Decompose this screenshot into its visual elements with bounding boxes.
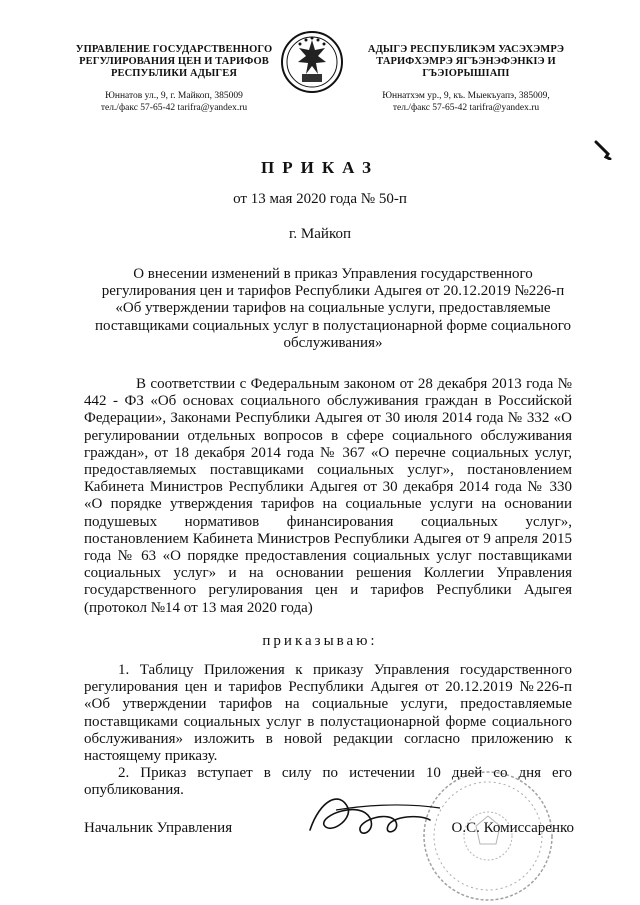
org-name-adyghe-line2: ТАРИФХЭМРЭ ЯГЪЭНЭФЭНКIЭ И (376, 56, 556, 67)
org-name-russian-line1: УПРАВЛЕНИЕ ГОСУДАРСТВЕННОГО (75, 44, 273, 55)
document-date-number: от 13 мая 2020 года № 50-п (233, 191, 407, 207)
header-right-block (364, 44, 568, 114)
decree-item-1: 1. Таблицу Приложения к приказу Управления государственного регулирования цен и тарифов Республики Адыгея от 20.12.2019 №226-п «Об утверждении тарифов на социальные услуги, предоставляемые поставщиками социальных услуг в полустационарной форме социального обслуживания» изложить в новой редакции согласно приложению к настоящему приказу. (84, 662, 572, 765)
coat-of-arms-icon (280, 30, 344, 94)
document-title: ПРИКАЗ (261, 158, 379, 177)
org-name-adyghe-line3: ГЪЭIОРЫШIАПI (422, 68, 510, 79)
org-contacts-adyghe: тел./факс 57-65-42 tarifra@yandex.ru (392, 103, 540, 113)
org-address-russian: Юннатов ул., 9, г. Майкоп, 385009 (105, 91, 243, 101)
signature-icon (300, 780, 460, 850)
signatory-position: Начальник Управления (84, 820, 233, 836)
org-name-russian-line3: РЕСПУБЛИКИ АДЫГЕЯ (110, 68, 238, 79)
org-name-russian-line2: РЕГУЛИРОВАНИЯ ЦЕН И ТАРИФОВ (79, 56, 269, 67)
org-name-adyghe-line1: АДЫГЭ РЕСПУБЛИКЭМ УАСЭХЭМРЭ (367, 44, 565, 55)
org-contacts-russian: тел./факс 57-65-42 tarifra@yandex.ru (100, 103, 248, 113)
decree-word: приказываю: (262, 633, 378, 649)
decree-item-2: 2. Приказ вступает в силу по истечении 10 дней со дня его опубликования. (84, 765, 572, 799)
ink-mark-icon (594, 140, 612, 160)
header-left-block (74, 44, 274, 114)
document-basis-paragraph: В соответствии с Федеральным законом от 28 декабря 2013 года № 442 - ФЗ «Об основах социального обслуживания граждан в Российской Федерации», Законами Республики Адыгея от 30 июля 2014 года № 332 «О регулировании отдельных вопросов в сфере социального обслуживания граждан», от 18 декабря 2014 года № 367 «О перечне социальных услуг, предоставляемых поставщиками социальных услуг», постановлением Кабинета Министров Республики Адыгея от 30 декабря 2014 года № 330 «О порядке утверждения тарифов на социальные услуги на основании подушевых нормативов финансирования социальных услуг», постановлением Кабинета Министров Республики Адыгея от 9 апреля 2015 года № 63 «О порядке предоставления социальных услуг поставщиками социальных услуг» и на основании решения Коллегии Управления государственного регулирования цен и тарифов Республики Адыгея (протокол №14 от 13 мая 2020 года) (84, 376, 572, 616)
document-city: г. Майкоп (288, 226, 352, 242)
document-subject: О внесении изменений в приказ Управления государственного регулирования цен и тарифов Республики Адыгея от 20.12.2019 №226-п «Об утверждении тарифов на социальные услуги, предоставляемые поставщиками социальных услуг в полустационарной форме социального обслуживания» (94, 266, 572, 351)
signatory-name: О.С. Комиссаренко (451, 820, 574, 836)
org-address-adyghe: Юннатхэм ур., 9, къ. Мыекъуапэ, 385009, (382, 91, 550, 101)
